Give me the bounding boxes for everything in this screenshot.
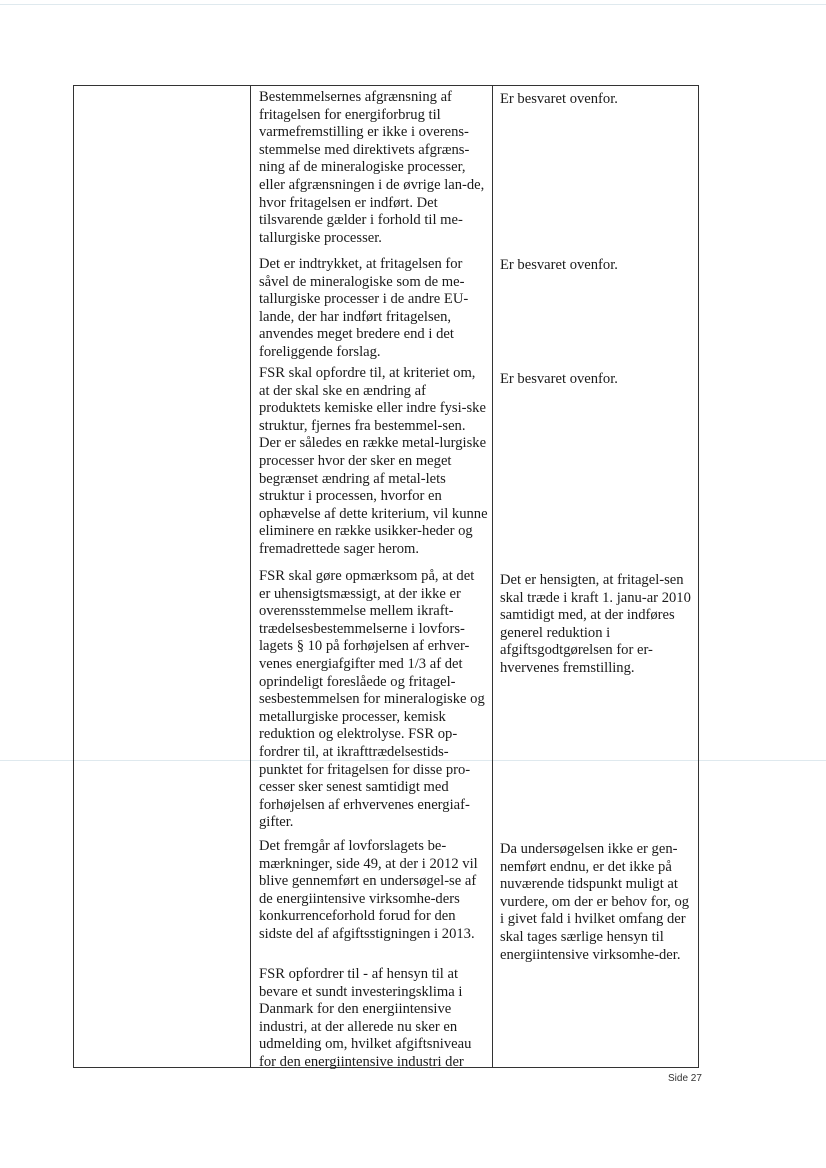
comment-row-5: Det fremgår af lovforslagets be-mærkninger, side 49, at der i 2012 vil blive gennemført en undersøgel-se af de energiintensive virksomhe-ders konkurrenceforhold forud for den sidste del af afgiftsstigningen i 2013. [259, 838, 478, 942]
response-row-4: Det er hensigten, at fritagel-sen skal træde i kraft 1. janu-ar 2010 samtidigt med, at der indføres generel reduktion i afgiftsgodtgørelsen for er-hvervenes fremstilling. [500, 572, 691, 676]
comment-row-6: FSR opfordrer til - af hensyn til at bevare et sundt investeringsklima i Danmark for den energiintensive industri, at der allerede nu sker en udmelding om, hvilket afgiftsniveau for den energiintensive industri der [259, 966, 472, 1070]
comment-row-2: Det er indtrykket, at fritagelsen for såvel de mineralogiske som de me-tallurgiske processer i de andre EU-lande, der har indført fritagelsen, anvendes meget bredere end i det foreliggende forslag. [259, 256, 469, 360]
comment-row-3: FSR skal opfordre til, at kriteriet om, at der skal ske en ændring af produktets kemiske eller indre fysi-ske struktur, fjernes fra bestemmel-sen. Der er således en række metal-lurgiske processer hvor der sker en meget begrænset ændring af metal-lets struktur i processen, hvorfor en ophævelse af dette kriterium, vil kunne eliminere en række usikker-heder og fremadrettede sager herom. [259, 365, 488, 557]
comment-table [73, 85, 699, 1068]
response-row-1: Er besvaret ovenfor. [500, 91, 618, 107]
response-row-2: Er besvaret ovenfor. [500, 257, 618, 273]
column-divider-2 [492, 86, 493, 1067]
comment-row-1: Bestemmelsernes afgrænsning af fritagelsen for energiforbrug til varmefremstilling er ikke i overens-stemmelse med direktivets afgræns-ning af de mineralogiske processer, eller afgrænsningen i de øvrige lan-de, hvor fritagelsen er indført. Det tilsvarende gælder i forhold til me-tallurgiske processer. [259, 89, 485, 246]
response-row-3: Er besvaret ovenfor. [500, 371, 618, 387]
column-divider-1 [250, 86, 251, 1067]
page-number: Side 27 [668, 1073, 702, 1084]
response-row-5: Da undersøgelsen ikke er gen-nemført endnu, er det ikke på nuværende tidspunkt muligt at vurdere, om der er behov for, og i givet fald i hvilket omfang der skal tages særlige hensyn til energiintensive virksomhe-der. [500, 841, 690, 963]
scan-line-top [0, 4, 826, 5]
comment-row-4: FSR skal gøre opmærksom på, at det er uhensigtsmæssigt, at der ikke er overensstemmelse mellem ikraft-trædelsesbestemmelserne i lovfors-lagets § 10 på forhøjelsen af erhver-venes energiafgifter med 1/3 af det oprindeligt foreslåede og fritagel-sesbestemmelsen for mineralogiske og metallurgiske processer, kemisk reduktion og elektrolyse. FSR op-fordrer til, at ikrafttrædelsestids-punktet for fritagelsen for disse pro-cesser sker senest samtidigt med forhøjelsen af erhvervenes energiaf-gifter. [259, 568, 485, 831]
